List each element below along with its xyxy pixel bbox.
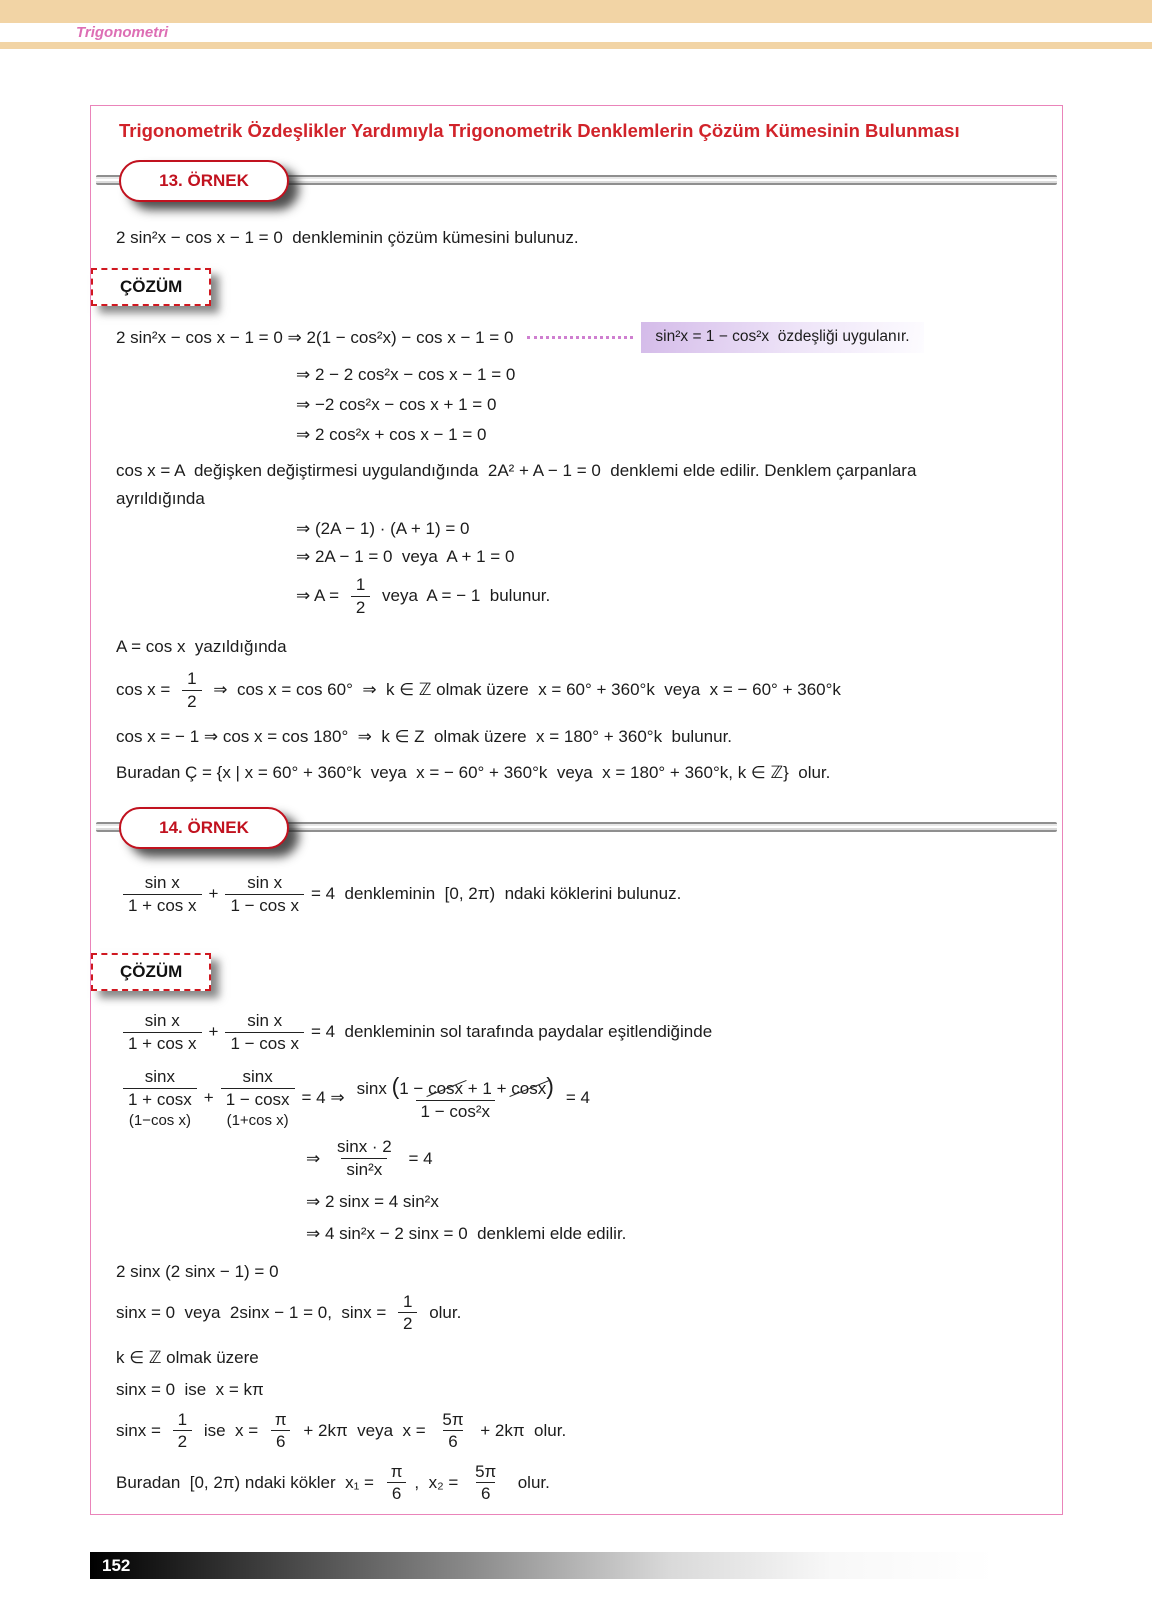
dotted-leader (527, 336, 633, 339)
ex13-step7-pre: ⇒ A = (296, 586, 344, 606)
ex13-step6-row (296, 547, 1062, 567)
ex13-para2: A = cos x yazıldığında (116, 637, 287, 657)
ex13-step2-row (296, 365, 1062, 385)
numerator-part: 1 − (399, 1079, 429, 1099)
content-box (90, 105, 1063, 1515)
multiplier-label: (1−cos x) (128, 1112, 191, 1130)
fraction (351, 575, 370, 617)
top-band (0, 0, 1152, 23)
ex13-problem (116, 228, 1062, 248)
chapter-bar (0, 23, 1152, 42)
ex13-step4-row (296, 425, 1062, 445)
ex13-step3: ⇒ −2 cos²x − cos x + 1 = 0 (296, 395, 497, 414)
ex13-step1: 2 sin²x − cos x − 1 = 0 ⇒ 2(1 − cos²x) − cos x − 1 = 0 (116, 327, 514, 347)
fraction-numerator: 5π (442, 1409, 464, 1429)
plus-sign: + (208, 1022, 219, 1042)
ex14-eq3-post: = 4 (403, 1148, 433, 1168)
fraction-numerator: 1 (177, 1409, 188, 1429)
fraction-denominator: 2 (173, 1430, 192, 1452)
ex14-eq1-row (116, 1011, 1062, 1053)
ex14-line2-pre: sinx = 0 veya 2sinx − 1 = 0, sinx = (116, 1302, 391, 1322)
numerator-part: + 1 + (463, 1079, 512, 1099)
ex14-solution-label-wrap (91, 933, 1062, 991)
section-title: Trigonometrik Özdeşlikler Yardımıyla Trigonometrik Denklemlerin Çözüm Kümesinin Bulunması (119, 120, 960, 141)
ex14-eq1-text: = 4 denkleminin sol tarafında paydalar eşitlendiğinde (310, 1022, 713, 1042)
ex14-line3-row (116, 1348, 1062, 1368)
fraction-denominator: 6 (443, 1430, 462, 1452)
fraction-with-multiplier (214, 1067, 302, 1129)
fraction-denominator: 2 (351, 596, 370, 618)
ex14-eq2-post: = 4 (565, 1088, 591, 1108)
fraction (225, 873, 304, 915)
fraction-numerator: 1 (187, 669, 197, 689)
ex14-line6-post: olur. (508, 1472, 550, 1492)
fraction (221, 1067, 295, 1109)
ex14-eq2-mid: = 4 ⇒ (301, 1088, 345, 1108)
fraction (225, 1011, 304, 1053)
ex14-problem-row (116, 873, 1062, 915)
ex13-step5-row (296, 519, 1062, 539)
ex14-line5-row (116, 1410, 1062, 1452)
chapter-title: Trigonometri (76, 24, 169, 41)
fraction-numerator: sinx (144, 1067, 176, 1087)
ex14-line4-row (116, 1380, 1062, 1400)
ex13-para1-row2 (116, 489, 1062, 509)
ex14-line5-post: + 2kπ olur. (475, 1420, 567, 1440)
ex13-conclusion: Buradan Ç = {x | x = 60° + 360°k veya x = − 60° + 360°k veya x = 180° + 360°k, k ∈ ℤ} olur. (116, 763, 831, 783)
ex13-conclusion-row (116, 763, 1062, 783)
fraction (173, 1410, 192, 1452)
fraction-numerator: sinx · 2 (336, 1137, 392, 1157)
ex13-step8-post: ⇒ cos x = cos 60° ⇒ k ∈ ℤ olmak üzere x = 60° + 360°k veya x = − 60° + 360°k (208, 680, 841, 700)
fraction-denominator: 2 (398, 1312, 417, 1334)
ex14-line6-row (116, 1462, 1062, 1504)
ex13-step9: cos x = − 1 ⇒ cos x = cos 180° ⇒ k ∈ Z olmak üzere x = 180° + 360°k bulunur. (116, 727, 733, 747)
ex14-problem-text: = 4 denkleminin [0, 2π) ndaki köklerini bulunuz. (310, 884, 682, 904)
fraction (470, 1462, 501, 1504)
example-14-badge-row (91, 807, 1062, 853)
page-number: 152 (102, 1556, 131, 1575)
fraction (123, 873, 202, 915)
ex14-eq2-row (116, 1067, 1062, 1129)
ex13-solution-label-wrap (91, 248, 1062, 306)
ex14-eq5-row (306, 1224, 1062, 1244)
ex13-solution-label: ÇÖZÜM (91, 268, 211, 306)
ex14-line5-mid2: + 2kπ veya x = (298, 1420, 431, 1440)
fraction-denominator: 1 − cos x (225, 1032, 304, 1054)
fraction (182, 669, 201, 711)
ex13-step7-post: veya A = − 1 bulunur. (377, 586, 551, 606)
ex14-eq3-row (306, 1137, 1062, 1179)
ex13-problem-text: 2 sin²x − cos x − 1 = 0 denkleminin çözüm kümesini bulunuz. (116, 228, 579, 247)
ex14-line1-row (116, 1262, 1062, 1282)
fraction (437, 1410, 468, 1452)
ex13-step2: ⇒ 2 − 2 cos²x − cos x − 1 = 0 (296, 365, 516, 384)
multiplier-label: (1+cos x) (226, 1112, 289, 1130)
ex13-para1-row1 (116, 461, 1062, 481)
ex14-line6-pre: Buradan [0, 2π) ndaki kökler x₁ = (116, 1472, 379, 1492)
ex13-step1-row (116, 322, 1062, 353)
fraction-with-multiplier (116, 1067, 204, 1129)
fraction (332, 1137, 397, 1179)
fraction-numerator: 1 (355, 575, 366, 594)
ex13-para1-line2: ayrıldığında (116, 489, 205, 508)
sub-band (0, 42, 1152, 49)
fraction-denominator: 1 + cosx (123, 1088, 197, 1110)
fraction (386, 1462, 408, 1504)
ex13-step8-pre: cos x = (116, 680, 176, 700)
ex13-para2-row (116, 637, 1062, 657)
ex14-line3: k ∈ ℤ olmak üzere (116, 1347, 259, 1367)
fraction-numerator: sin x (247, 873, 283, 893)
open-paren: ( (391, 1073, 400, 1100)
fraction-numerator: π (390, 1461, 403, 1481)
fraction-denominator: 6 (271, 1430, 290, 1452)
ex14-line1: 2 sinx (2 sinx − 1) = 0 (116, 1261, 279, 1281)
ex13-step3-row (296, 395, 1062, 415)
example-14-badge: 14. ÖRNEK (119, 807, 289, 849)
fraction (123, 1011, 202, 1053)
ex14-line2-post: olur. (424, 1302, 462, 1322)
ex14-line2-row (116, 1292, 1062, 1334)
fraction-numerator: π (274, 1409, 287, 1429)
ex14-line5-pre: sinx = (116, 1420, 166, 1440)
example-13-badge: 13. ÖRNEK (119, 160, 289, 202)
fraction-numerator: sin x (247, 1011, 283, 1031)
ex14-eq4-row (306, 1192, 1062, 1212)
fraction-denominator: 6 (387, 1482, 406, 1504)
plus-sign: + (203, 1088, 214, 1108)
ex14-line6-mid: , x₂ = (414, 1472, 464, 1492)
fraction-numerator: sin x (144, 1011, 180, 1031)
ex14-line5-mid1: ise x = (199, 1420, 263, 1440)
fraction-denominator: sin²x (341, 1158, 387, 1180)
ex14-eq3-pre: ⇒ (306, 1148, 325, 1168)
fraction-numerator: 1 (402, 1291, 413, 1311)
fraction-denominator: 1 + cos x (123, 1032, 202, 1054)
fraction-denominator: 1 − cosx (221, 1088, 295, 1110)
big-fraction-numerator (352, 1075, 559, 1100)
fraction-denominator: 2 (182, 690, 201, 712)
ex13-step4: ⇒ 2 cos²x + cos x − 1 = 0 (296, 425, 487, 444)
ex14-solution-label: ÇÖZÜM (91, 953, 211, 991)
ex14-line4: sinx = 0 ise x = kπ (116, 1379, 264, 1399)
fraction-denominator: 1 + cos x (123, 894, 202, 916)
fraction (270, 1410, 292, 1452)
fraction-numerator: sinx (242, 1067, 273, 1087)
ex13-step7-row (296, 575, 1062, 617)
fraction-denominator: 1 − cos x (225, 894, 304, 916)
ex13-step5: ⇒ (2A − 1) · (A + 1) = 0 (296, 519, 470, 538)
fraction (398, 1292, 417, 1334)
ex13-step9-row (116, 727, 1062, 747)
cancelled-term: cosx (511, 1079, 547, 1099)
fraction (123, 1067, 197, 1109)
numerator-part: sinx (356, 1079, 392, 1099)
identity-note: sin²x = 1 − cos²x özdeşliği uygulanır. (641, 322, 923, 353)
big-fraction (352, 1075, 559, 1121)
ex13-step8-row (116, 669, 1062, 711)
fraction-denominator: 6 (476, 1482, 495, 1504)
ex14-eq5: ⇒ 4 sin²x − 2 sinx = 0 denklemi elde edilir. (306, 1223, 627, 1243)
example-13-badge-row (91, 160, 1062, 206)
ex14-eq4: ⇒ 2 sinx = 4 sin²x (306, 1191, 439, 1211)
ex13-step6: ⇒ 2A − 1 = 0 veya A + 1 = 0 (296, 547, 515, 566)
footer-bar (90, 1552, 995, 1579)
cancelled-term: cosx (428, 1079, 464, 1099)
fraction-numerator: sin x (144, 873, 180, 893)
close-paren: ) (546, 1073, 554, 1100)
plus-sign: + (208, 884, 219, 904)
big-fraction-denominator: 1 − cos²x (416, 1100, 495, 1122)
ex13-para1-line1: cos x = A değişken değiştirmesi uygulandığında 2A² + A − 1 = 0 denklemi elde edilir. Denklem çarpanlara (116, 461, 917, 480)
fraction-numerator: 5π (475, 1461, 497, 1481)
